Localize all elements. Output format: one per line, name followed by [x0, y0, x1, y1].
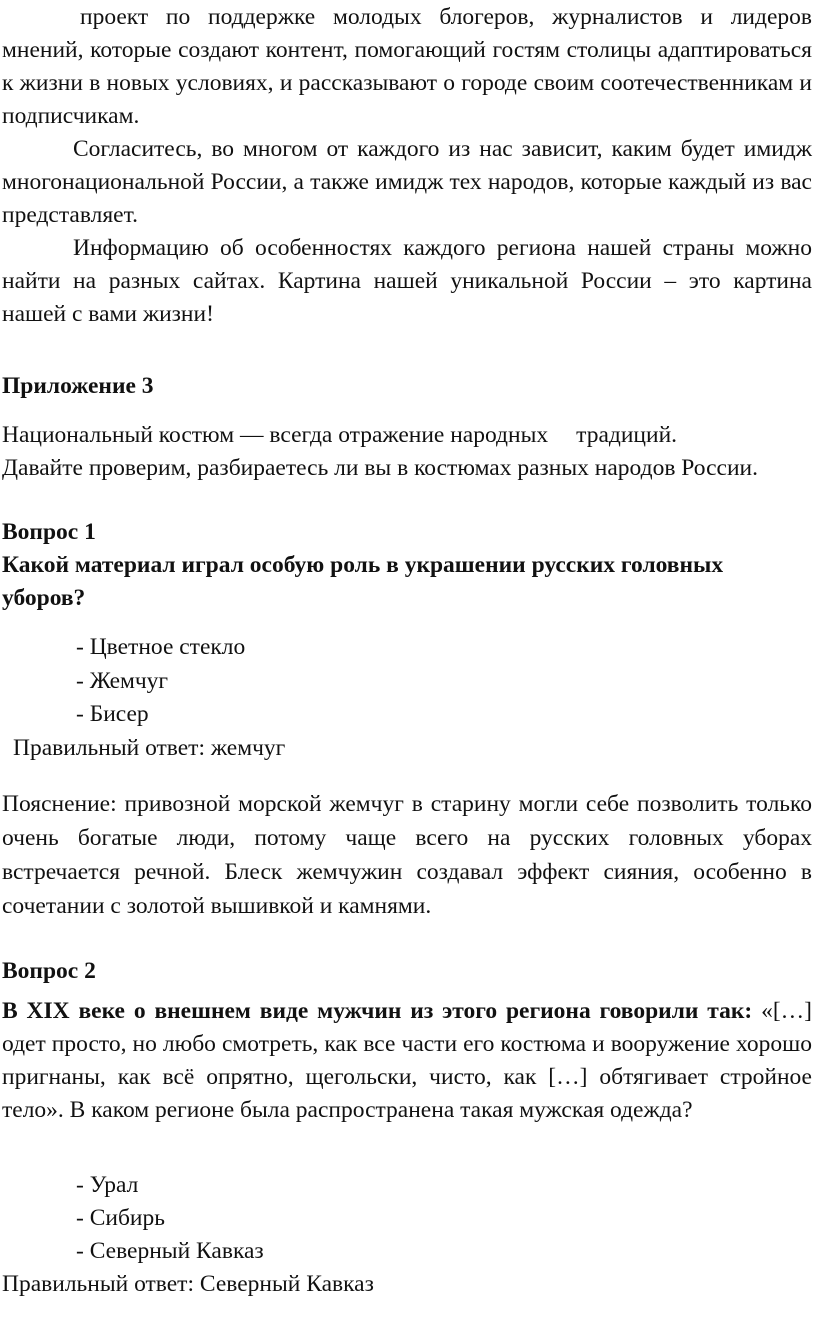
- question-2-answer: Правильный ответ: Северный Кавказ: [2, 1271, 374, 1297]
- question-2-text: [2, 995, 812, 1127]
- appendix-intro-line-2: Давайте проверим, разбираетесь ли вы в костюмах разных народов России.: [2, 455, 759, 481]
- question-1-label: Вопрос 1: [2, 519, 96, 545]
- appendix-intro-line-1-end: традиций.: [576, 422, 678, 448]
- question-2-option-3: - Северный Кавказ: [76, 1238, 264, 1264]
- question-1-option-1: - Цветное стекло: [76, 634, 246, 660]
- appendix-intro: [2, 419, 812, 452]
- appendix-intro-line-1: Национальный костюм — всегда отражение народных: [2, 422, 549, 448]
- question-1-option-2: - Жемчуг: [76, 668, 169, 694]
- intro-paragraph-1: проект по поддержке молодых блогеров, журналистов и лидеров мнений, которые создают контент, помогающий гостям столицы адаптироваться к жизни в новых условиях, и рассказывают о городе своим соотечественникам и подписчикам.: [2, 4, 812, 129]
- appendix-title: Приложение 3: [2, 373, 154, 399]
- question-1-option-3: - Бисер: [76, 701, 149, 727]
- question-1-answer: Правильный ответ: жемчуг: [13, 735, 286, 761]
- question-2-text-bold: В XIX веке о внешнем виде мужчин из этого региона говорили так:: [2, 998, 753, 1024]
- question-2-label: Вопрос 2: [2, 958, 96, 984]
- question-2-option-1: - Урал: [76, 1172, 139, 1198]
- question-1-text: Какой материал играл особую роль в украшении русских головных уборов?: [2, 552, 724, 611]
- question-1-explanation: Пояснение: привозной морской жемчуг в старину могли себе позволить только очень богатые люди, потому чаще всего на русских головных уборах встречается речной. Блеск жемчужин создавал эффект сияния, особенно в сочетании с золотой вышивкой и камнями.: [2, 791, 812, 919]
- question-2-text-rest: «[…] одет просто, но любо смотреть, как все части его костюма и вооружение хорошо пригнаны, как всё опрятно, щегольски, чисто, как […] обтягивает стройное тело». В каком регионе была распространена такая мужская одежда?: [2, 998, 812, 1123]
- intro-paragraph-2: Согласитесь, во многом от каждого из нас зависит, каким будет имидж многонациональной России, а также имидж тех народов, которые каждый из вас представляет.: [2, 136, 812, 228]
- question-2-option-2: - Сибирь: [76, 1205, 165, 1231]
- intro-paragraph-3: Информацию об особенностях каждого региона нашей страны можно найти на разных сайтах. Картина нашей уникальной России – это картина нашей с вами жизни!: [2, 235, 812, 327]
